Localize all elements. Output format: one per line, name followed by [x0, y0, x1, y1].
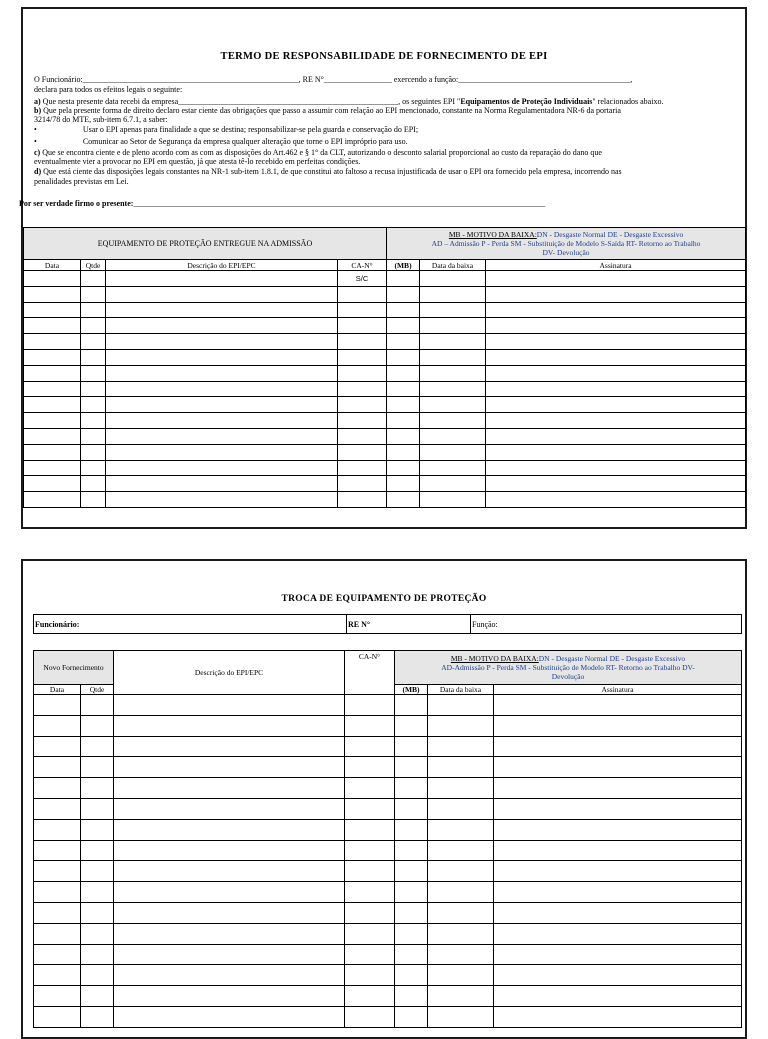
table-cell[interactable]	[428, 778, 494, 799]
table-cell[interactable]	[81, 840, 114, 861]
table-cell[interactable]	[81, 695, 114, 716]
table-cell[interactable]	[395, 986, 428, 1007]
table-cell[interactable]	[345, 715, 395, 736]
table-row[interactable]	[24, 334, 746, 350]
table-cell[interactable]	[81, 882, 114, 903]
table-cell[interactable]	[114, 882, 345, 903]
clause-a: a) Que nesta presente data recebi da empresa_______________________________________________________, os seguintes EPI "Equipamentos de Proteção Individuais" relacionados abaixo.	[34, 97, 664, 106]
table-cell[interactable]	[395, 965, 428, 986]
table-cell[interactable]	[81, 381, 106, 397]
table-row[interactable]	[24, 460, 746, 476]
table-cell[interactable]	[338, 349, 387, 365]
table-row[interactable]	[24, 302, 746, 318]
exchange-title: TROCA DE EQUIPAMENTO DE PROTEÇÃO	[281, 594, 487, 604]
table-row[interactable]	[24, 271, 746, 287]
table-cell[interactable]	[81, 460, 106, 476]
table-cell[interactable]	[486, 271, 746, 287]
col-data-2: Data	[34, 685, 81, 695]
funcionario-field[interactable]: Funcionário:	[34, 615, 347, 634]
table-cell[interactable]	[428, 695, 494, 716]
table-cell[interactable]	[387, 413, 420, 429]
table-cell[interactable]	[387, 476, 420, 492]
table-cell[interactable]	[395, 861, 428, 882]
table-cell[interactable]	[428, 923, 494, 944]
table-cell[interactable]	[34, 840, 81, 861]
table-cell[interactable]	[428, 902, 494, 923]
table-cell[interactable]	[387, 381, 420, 397]
table-cell[interactable]	[81, 798, 114, 819]
table-cell[interactable]	[106, 286, 338, 302]
table-cell[interactable]	[486, 381, 746, 397]
table-row[interactable]	[34, 778, 742, 799]
table-cell[interactable]	[345, 902, 395, 923]
table-cell[interactable]	[338, 444, 387, 460]
table-cell[interactable]	[486, 397, 746, 413]
table-cell[interactable]	[81, 923, 114, 944]
table-cell[interactable]	[114, 715, 345, 736]
table-cell[interactable]	[114, 798, 345, 819]
table-cell[interactable]	[81, 715, 114, 736]
col-data-baixa-2: Data da baixa	[428, 685, 494, 695]
table-row[interactable]	[34, 798, 742, 819]
table-cell[interactable]	[81, 428, 106, 444]
table-cell[interactable]	[114, 695, 345, 716]
table-cell[interactable]	[428, 986, 494, 1007]
table-cell[interactable]: S/C	[338, 271, 387, 287]
form-title: TERMO DE RESPONSABILIDADE DE FORNECIMENTO DE EPI	[220, 51, 548, 62]
table-cell[interactable]	[395, 819, 428, 840]
table-cell[interactable]	[81, 302, 106, 318]
table-cell[interactable]	[486, 492, 746, 508]
table-cell[interactable]	[486, 428, 746, 444]
table-cell[interactable]	[494, 778, 742, 799]
table-cell[interactable]	[428, 965, 494, 986]
table-cell[interactable]	[420, 492, 486, 508]
table-cell[interactable]	[420, 334, 486, 350]
clause-d-line1: d) Que está ciente das disposições legais constantes na NR-1 sub-item 1.8.1, de que constitui ato faltoso a recusa injustificada de usar o EPI ora fornecido pela empresa, incorrendo nas	[34, 167, 622, 176]
table-cell[interactable]	[24, 428, 81, 444]
table-cell[interactable]	[114, 902, 345, 923]
table-cell[interactable]	[494, 695, 742, 716]
table-cell[interactable]	[428, 798, 494, 819]
table-cell[interactable]	[338, 460, 387, 476]
table-cell[interactable]	[106, 271, 338, 287]
epi-exchange-form	[21, 559, 747, 1039]
table-cell[interactable]	[387, 318, 420, 334]
table-cell[interactable]	[114, 861, 345, 882]
table-cell[interactable]	[34, 798, 81, 819]
table-cell[interactable]	[24, 460, 81, 476]
table-cell[interactable]	[24, 492, 81, 508]
table-cell[interactable]	[494, 965, 742, 986]
table-cell[interactable]	[81, 736, 114, 757]
table-row[interactable]	[24, 397, 746, 413]
table-cell[interactable]	[81, 476, 106, 492]
table-cell[interactable]	[34, 819, 81, 840]
table-row[interactable]	[34, 695, 742, 716]
table-cell[interactable]	[387, 302, 420, 318]
reason-legend-2: MB - MOTIVO DA BAIXA:DN - Desgaste Normal DE - Desgaste Excessivo AD-Admissão P - Perda SM - Substituição de Modelo RT- Retorno ao Trabalho DV- Devolução	[395, 651, 742, 685]
table-cell[interactable]	[486, 302, 746, 318]
table-cell[interactable]	[494, 819, 742, 840]
table-cell[interactable]	[81, 349, 106, 365]
table-cell[interactable]	[24, 334, 81, 350]
col-data-baixa: Data da baixa	[420, 260, 486, 271]
table-cell[interactable]	[81, 902, 114, 923]
table-row[interactable]	[34, 965, 742, 986]
table-cell[interactable]	[420, 349, 486, 365]
col-qtde: Qtde	[81, 260, 106, 271]
table-cell[interactable]	[428, 819, 494, 840]
table-cell[interactable]	[24, 476, 81, 492]
table-cell[interactable]	[34, 882, 81, 903]
table-cell[interactable]	[387, 271, 420, 287]
table-cell[interactable]	[338, 318, 387, 334]
table-cell[interactable]	[106, 460, 338, 476]
table-cell[interactable]	[395, 778, 428, 799]
table-cell[interactable]	[114, 1006, 345, 1027]
table-cell[interactable]	[114, 819, 345, 840]
table-row[interactable]	[34, 715, 742, 736]
table-cell[interactable]	[486, 318, 746, 334]
table-cell[interactable]	[345, 944, 395, 965]
table-cell[interactable]	[24, 302, 81, 318]
table-row[interactable]	[24, 428, 746, 444]
table-cell[interactable]	[114, 757, 345, 778]
table-cell[interactable]	[81, 1006, 114, 1027]
table-cell[interactable]	[428, 861, 494, 882]
table-cell[interactable]	[494, 715, 742, 736]
table-cell[interactable]	[428, 1006, 494, 1027]
table-cell[interactable]	[428, 944, 494, 965]
table-row[interactable]	[24, 365, 746, 381]
table-cell[interactable]	[114, 923, 345, 944]
table-cell[interactable]	[106, 349, 338, 365]
table-cell[interactable]	[395, 944, 428, 965]
table-row[interactable]	[34, 861, 742, 882]
table-cell[interactable]	[345, 965, 395, 986]
clause-b-line1: b) Que pela presente forma de direito declaro estar ciente das obrigações que passo a assumir com relação ao EPI mencionado, constante na Norma Regulamentadora NR-6 da portaria	[34, 106, 621, 115]
table-cell[interactable]	[494, 882, 742, 903]
table-cell[interactable]	[81, 819, 114, 840]
table-cell[interactable]	[81, 397, 106, 413]
table-row[interactable]	[24, 318, 746, 334]
table-cell[interactable]	[420, 460, 486, 476]
table-cell[interactable]	[387, 460, 420, 476]
table-cell[interactable]	[24, 413, 81, 429]
col-assinatura: Assinatura	[486, 260, 746, 271]
table-cell[interactable]	[34, 923, 81, 944]
table-row[interactable]	[34, 757, 742, 778]
col-assinatura-2: Assinatura	[494, 685, 742, 695]
table-cell[interactable]	[420, 413, 486, 429]
table-row[interactable]	[34, 944, 742, 965]
table-cell[interactable]	[494, 757, 742, 778]
table-cell[interactable]	[345, 882, 395, 903]
table-row[interactable]	[34, 1006, 742, 1027]
table-cell[interactable]	[338, 365, 387, 381]
table-row[interactable]	[34, 986, 742, 1007]
table-cell[interactable]	[24, 271, 81, 287]
table-cell[interactable]	[420, 476, 486, 492]
table-cell[interactable]	[420, 397, 486, 413]
table-cell[interactable]	[428, 736, 494, 757]
table-cell[interactable]	[420, 271, 486, 287]
table-cell[interactable]	[338, 413, 387, 429]
table-row[interactable]	[24, 349, 746, 365]
descricao-header: Descrição do EPI/EPC	[114, 651, 345, 695]
table-cell[interactable]	[420, 318, 486, 334]
table-cell[interactable]	[486, 334, 746, 350]
table-cell[interactable]	[420, 444, 486, 460]
table-cell[interactable]	[428, 715, 494, 736]
table-row[interactable]	[34, 840, 742, 861]
table-cell[interactable]	[486, 286, 746, 302]
table-cell[interactable]	[428, 840, 494, 861]
table-row[interactable]	[24, 476, 746, 492]
ca-header: CA-N°	[345, 651, 395, 695]
table-cell[interactable]	[106, 444, 338, 460]
table-cell[interactable]	[486, 349, 746, 365]
table-cell[interactable]	[387, 349, 420, 365]
table-cell[interactable]	[395, 757, 428, 778]
admission-epi-table	[23, 227, 746, 508]
table-cell[interactable]	[24, 365, 81, 381]
table-cell[interactable]	[494, 923, 742, 944]
table-cell[interactable]	[34, 944, 81, 965]
table-cell[interactable]	[24, 397, 81, 413]
table-cell[interactable]	[494, 798, 742, 819]
table-row[interactable]	[24, 286, 746, 302]
table-cell[interactable]	[494, 736, 742, 757]
bullet-1: • Usar o EPI apenas para finalidade a que se destina; responsabilizar-se pela guarda e conservação do EPI;	[34, 125, 419, 134]
col-ca: CA-N°	[338, 260, 387, 271]
table-cell[interactable]	[387, 334, 420, 350]
table-cell[interactable]	[81, 944, 114, 965]
table-cell[interactable]	[81, 334, 106, 350]
table-cell[interactable]	[395, 882, 428, 903]
table-cell[interactable]	[395, 902, 428, 923]
table-cell[interactable]	[106, 397, 338, 413]
table-cell[interactable]	[81, 271, 106, 287]
table-cell[interactable]	[106, 318, 338, 334]
col-mb: (MB)	[387, 260, 420, 271]
table-cell[interactable]	[338, 397, 387, 413]
table-cell[interactable]	[114, 778, 345, 799]
table-cell[interactable]	[486, 413, 746, 429]
table-cell[interactable]	[395, 736, 428, 757]
table-cell[interactable]	[395, 923, 428, 944]
table-cell[interactable]	[345, 923, 395, 944]
declaration-line: declara para todos os efeitos legais o seguinte:	[34, 85, 183, 94]
table-cell[interactable]	[420, 286, 486, 302]
reason-legend: MB - MOTIVO DA BAIXA:DN - Desgaste Normal DE - Desgaste Excessivo AD – Admissão P - Perda SM - Substituição de Modelo S-Saída RT- Retorno ao Trabalho DV- Devolução	[387, 228, 746, 260]
table-cell[interactable]	[338, 492, 387, 508]
table-cell[interactable]	[486, 444, 746, 460]
clause-b-line2: 3214/78 do MTE, sub-item 6.7.1, a saber:	[34, 115, 168, 124]
table-cell[interactable]	[106, 428, 338, 444]
table-cell[interactable]	[387, 428, 420, 444]
table-cell[interactable]	[494, 840, 742, 861]
employee-info-table	[33, 614, 742, 634]
table-row[interactable]	[24, 444, 746, 460]
table-cell[interactable]	[81, 318, 106, 334]
table-cell[interactable]	[338, 286, 387, 302]
table-cell[interactable]	[345, 861, 395, 882]
table-cell[interactable]	[387, 365, 420, 381]
table-cell[interactable]	[420, 428, 486, 444]
table-cell[interactable]	[345, 757, 395, 778]
table-cell[interactable]	[494, 902, 742, 923]
table-cell[interactable]	[486, 476, 746, 492]
table-cell[interactable]	[106, 365, 338, 381]
table-title: EQUIPAMENTO DE PROTEÇÃO ENTREGUE NA ADMISSÃO	[24, 228, 387, 260]
table-cell[interactable]	[81, 413, 106, 429]
table-cell[interactable]	[345, 1006, 395, 1027]
table-row[interactable]	[24, 413, 746, 429]
funcao-field[interactable]: Função:	[471, 615, 742, 634]
table-cell[interactable]	[106, 476, 338, 492]
novo-fornecimento-header: Novo Fornecimento	[34, 651, 114, 685]
table-cell[interactable]	[420, 302, 486, 318]
table-cell[interactable]	[81, 861, 114, 882]
col-data: Data	[24, 260, 81, 271]
table-cell[interactable]	[387, 492, 420, 508]
table-cell[interactable]	[106, 334, 338, 350]
table-cell[interactable]	[24, 444, 81, 460]
table-row[interactable]	[34, 882, 742, 903]
table-row[interactable]	[34, 736, 742, 757]
re-field[interactable]: RE N°	[347, 615, 471, 634]
table-cell[interactable]	[34, 902, 81, 923]
table-cell[interactable]	[106, 302, 338, 318]
table-cell[interactable]	[24, 286, 81, 302]
table-cell[interactable]	[494, 944, 742, 965]
table-cell[interactable]	[395, 1006, 428, 1027]
table-cell[interactable]	[24, 318, 81, 334]
table-row[interactable]	[34, 819, 742, 840]
table-cell[interactable]	[395, 715, 428, 736]
table-cell[interactable]	[81, 986, 114, 1007]
table-cell[interactable]	[338, 381, 387, 397]
table-cell[interactable]	[81, 778, 114, 799]
table-cell[interactable]	[387, 397, 420, 413]
table-cell[interactable]	[395, 840, 428, 861]
table-cell[interactable]	[494, 861, 742, 882]
table-cell[interactable]	[395, 798, 428, 819]
table-cell[interactable]	[81, 492, 106, 508]
bullet-2: • Comunicar ao Setor de Segurança da empresa qualquer alteração que torne o EPI impróprio para uso.	[34, 137, 408, 146]
table-cell[interactable]	[338, 334, 387, 350]
table-cell[interactable]	[387, 444, 420, 460]
table-row[interactable]	[24, 492, 746, 508]
table-cell[interactable]	[34, 986, 81, 1007]
table-cell[interactable]	[34, 778, 81, 799]
table-cell[interactable]	[106, 492, 338, 508]
table-row[interactable]	[24, 381, 746, 397]
table-cell[interactable]	[345, 819, 395, 840]
table-cell[interactable]	[345, 840, 395, 861]
col-descricao: Descrição do EPI/EPC	[106, 260, 338, 271]
table-cell[interactable]	[34, 861, 81, 882]
col-qtde-2: Qtde	[81, 685, 114, 695]
clause-c-line2: eventualmente vier a provocar no EPI em questão, já que atesta tê-lo recebido em perfeitas condições.	[34, 157, 361, 166]
table-cell[interactable]	[494, 986, 742, 1007]
table-cell[interactable]	[114, 986, 345, 1007]
clause-d-line2: penalidades previstas em Lei.	[34, 177, 129, 186]
clause-c-line1: c) Que se encontra ciente e de pleno acordo com as com as disposições do Art.462 e § 1° da CLT, autorizando o desconto salarial proporcional ao custo da reparação do dano que	[34, 148, 602, 157]
table-cell[interactable]	[486, 460, 746, 476]
table-cell[interactable]	[345, 778, 395, 799]
table-cell[interactable]	[24, 349, 81, 365]
epi-responsibility-form	[21, 7, 747, 529]
table-cell[interactable]	[34, 757, 81, 778]
table-cell[interactable]	[395, 695, 428, 716]
table-cell[interactable]	[387, 286, 420, 302]
table-cell[interactable]	[81, 444, 106, 460]
table-cell[interactable]	[420, 365, 486, 381]
table-cell[interactable]	[345, 736, 395, 757]
table-cell[interactable]	[420, 381, 486, 397]
table-cell[interactable]	[81, 965, 114, 986]
table-cell[interactable]	[81, 286, 106, 302]
table-cell[interactable]	[24, 381, 81, 397]
table-cell[interactable]	[106, 381, 338, 397]
table-row[interactable]	[34, 902, 742, 923]
table-cell[interactable]	[428, 882, 494, 903]
table-cell[interactable]	[114, 965, 345, 986]
table-cell[interactable]	[106, 413, 338, 429]
table-cell[interactable]	[34, 965, 81, 986]
table-cell[interactable]	[345, 695, 395, 716]
table-cell[interactable]	[345, 798, 395, 819]
column-header-row	[24, 260, 746, 271]
table-cell[interactable]	[114, 736, 345, 757]
signature-statement: Por ser verdade firmo o presente:_______________________________________________________________________________________________________	[19, 199, 546, 208]
table-cell[interactable]	[428, 757, 494, 778]
employee-line: O Funcionário:______________________________________________________, RE N°_________________ exercendo a função:___________________________________________,	[34, 75, 633, 84]
col-mb-2: (MB)	[395, 685, 428, 695]
table-cell[interactable]	[34, 695, 81, 716]
table-cell[interactable]	[338, 302, 387, 318]
table-cell[interactable]	[81, 757, 114, 778]
table-cell[interactable]	[34, 1006, 81, 1027]
table-row[interactable]	[34, 923, 742, 944]
table-cell[interactable]	[338, 476, 387, 492]
table-cell[interactable]	[338, 428, 387, 444]
table-cell[interactable]	[114, 840, 345, 861]
table-cell[interactable]	[34, 715, 81, 736]
table-cell[interactable]	[34, 736, 81, 757]
exchange-epi-table	[33, 650, 742, 1028]
table-cell[interactable]	[114, 944, 345, 965]
table-cell[interactable]	[494, 1006, 742, 1027]
table-cell[interactable]	[486, 365, 746, 381]
table-cell[interactable]	[345, 986, 395, 1007]
table-cell[interactable]	[81, 365, 106, 381]
